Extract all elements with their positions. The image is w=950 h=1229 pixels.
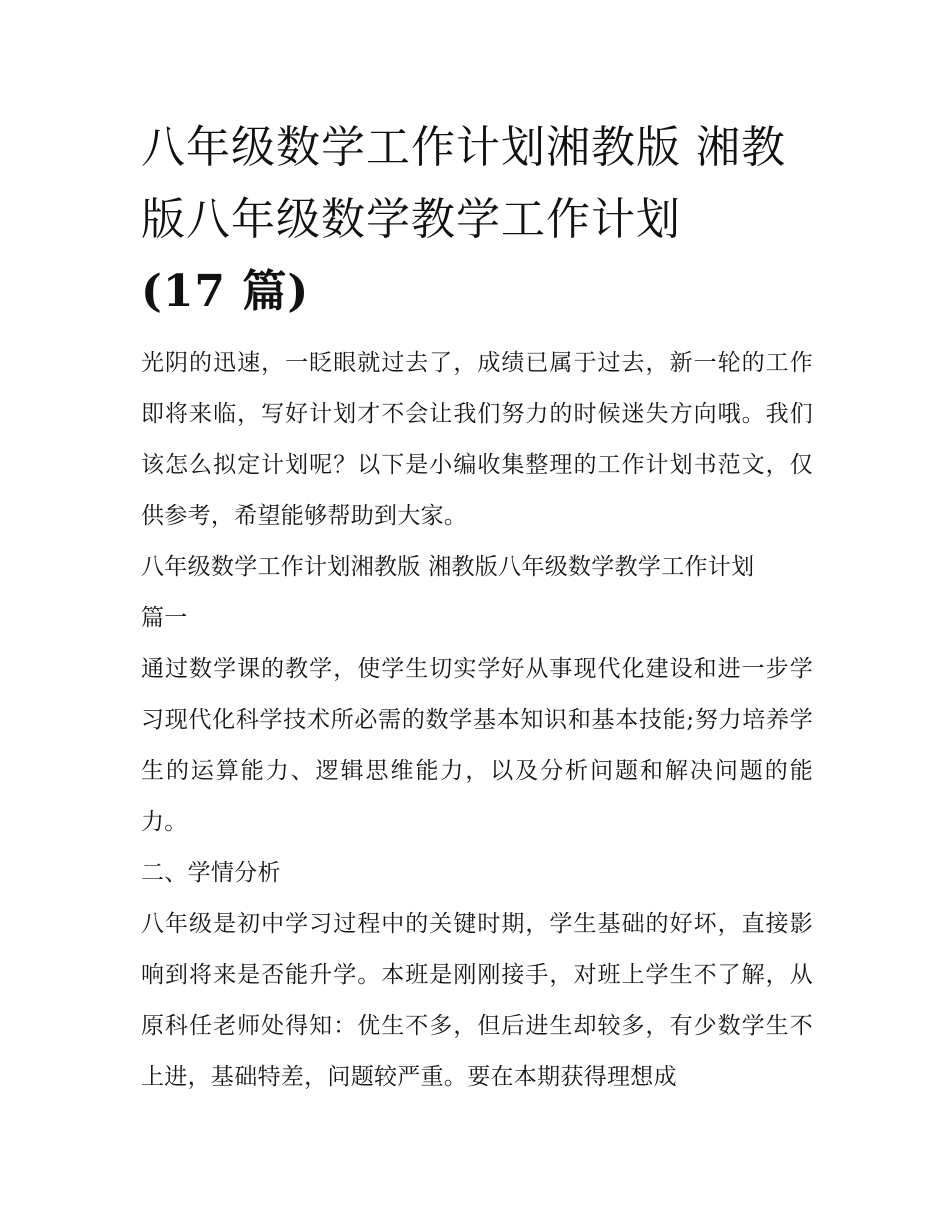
document-title-main: 八年级数学工作计划湘教版 湘教版八年级数学教学工作计划 <box>141 122 786 245</box>
analysis-subheading: 二、学情分析 <box>141 860 281 886</box>
section-heading <box>141 542 813 644</box>
analysis-paragraph: 八年级是初中学习过程中的关键时期，学生基础的好坏，直接影响到将来是否能升学。本班是刚刚接手，对班上学生不了解，从原科任老师处得知：优生不多，但后进生却较多，有少数学生不上进，基础特差，问题较严重。要在本期获得理想成 <box>141 911 813 1090</box>
intro-paragraph: 光阴的迅速，一眨眼就过去了，成绩已属于过去，新一轮的工作即将来临，写好计划才不会让我们努力的时候迷失方向哦。我们该怎么拟定计划呢？以下是小编收集整理的工作计划书范文，仅供参考，希望能够帮助到大家。 <box>141 350 813 529</box>
document-title <box>141 112 813 328</box>
document-title-count: (17 篇) <box>141 266 310 317</box>
document-body <box>141 112 813 1103</box>
goals-paragraph: 通过数学课的教学，使学生切实学好从事现代化建设和进一步学习现代化科学技术所必需的数学基本知识和基本技能;努力培养学生的运算能力、逻辑思维能力，以及分析问题和解决问题的能力。 <box>141 656 813 835</box>
section-heading-part: 篇一 <box>141 605 188 631</box>
section-heading-title: 八年级数学工作计划湘教版 湘教版八年级数学教学工作计划 <box>141 554 755 580</box>
